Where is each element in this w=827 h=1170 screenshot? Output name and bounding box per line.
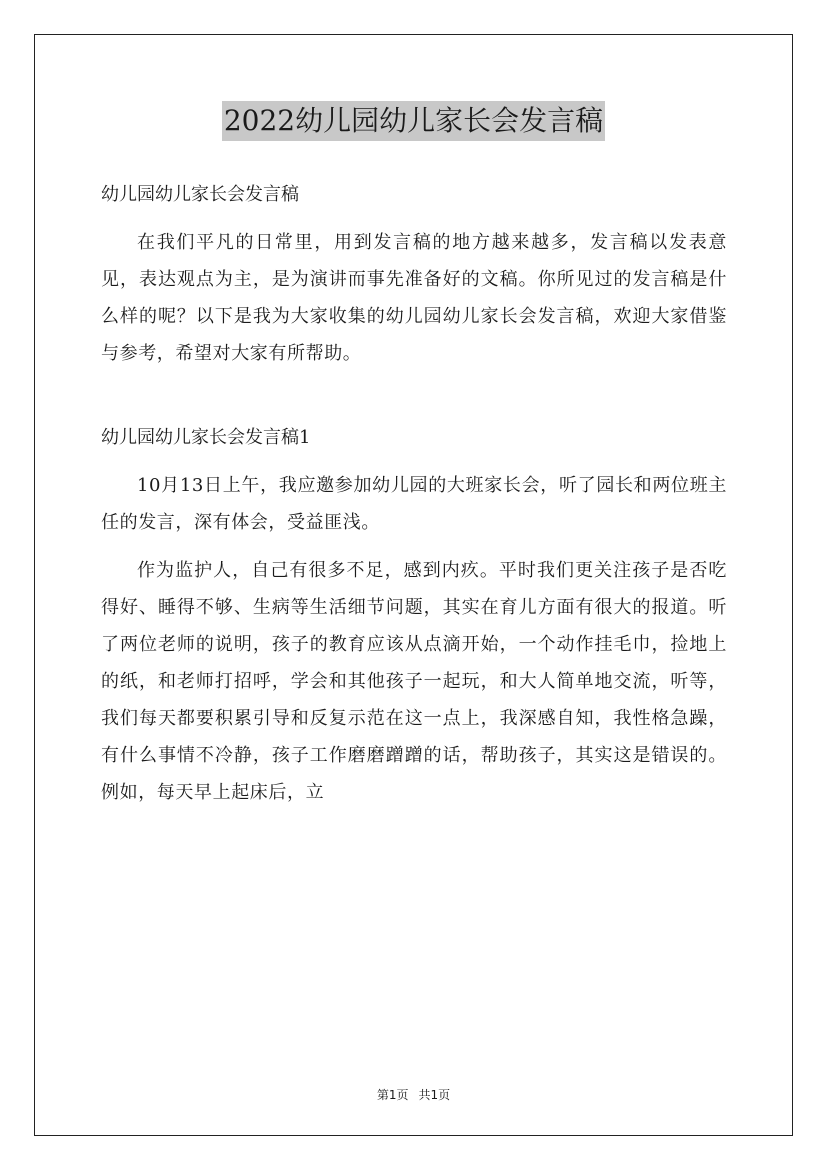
spacer	[101, 372, 727, 419]
spacer	[101, 213, 727, 224]
document-body	[101, 176, 727, 811]
paragraph: 10月13日上午，我应邀参加幼儿园的大班家长会，听了园长和两位班主任的发言，深有体会，受益匪浅。	[101, 475, 727, 533]
title-container	[0, 101, 827, 141]
page-footer	[0, 1087, 827, 1103]
document-title: 2022幼儿园幼儿家长会发言稿	[222, 101, 605, 141]
spacer	[101, 541, 727, 552]
section-heading: 幼儿园幼儿家长会发言稿	[101, 184, 299, 205]
spacer	[101, 456, 727, 467]
paragraph-intro: 在我们平凡的日常里，用到发言稿的地方越来越多，发言稿以发表意见，表达观点为主，是为演讲而事先准备好的文稿。你所见过的发言稿是什么样的呢？以下是我为大家收集的幼儿园幼儿家长会发言稿，欢迎大家借鉴与参考，希望对大家有所帮助。	[101, 232, 727, 364]
section-heading: 幼儿园幼儿家长会发言稿1	[101, 427, 311, 448]
paragraph: 作为监护人，自己有很多不足，感到内疚。平时我们更关注孩子是否吃得好、睡得不够、生病等生活细节问题，其实在育儿方面有很大的报道。听了两位老师的说明，孩子的教育应该从点滴开始，一个动作挂毛巾，捡地上的纸，和老师打招呼，学会和其他孩子一起玩，和大人简单地交流，听等，我们每天都要积累引导和反复示范在这一点上，我深感自知，我性格急躁，有什么事情不冷静，孩子工作磨磨蹭蹭的话，帮助孩子，其实这是错误的。例如，每天早上起床后，立	[101, 560, 727, 803]
page-total: 共1页	[418, 1088, 451, 1102]
page-number: 第1页	[376, 1088, 409, 1102]
